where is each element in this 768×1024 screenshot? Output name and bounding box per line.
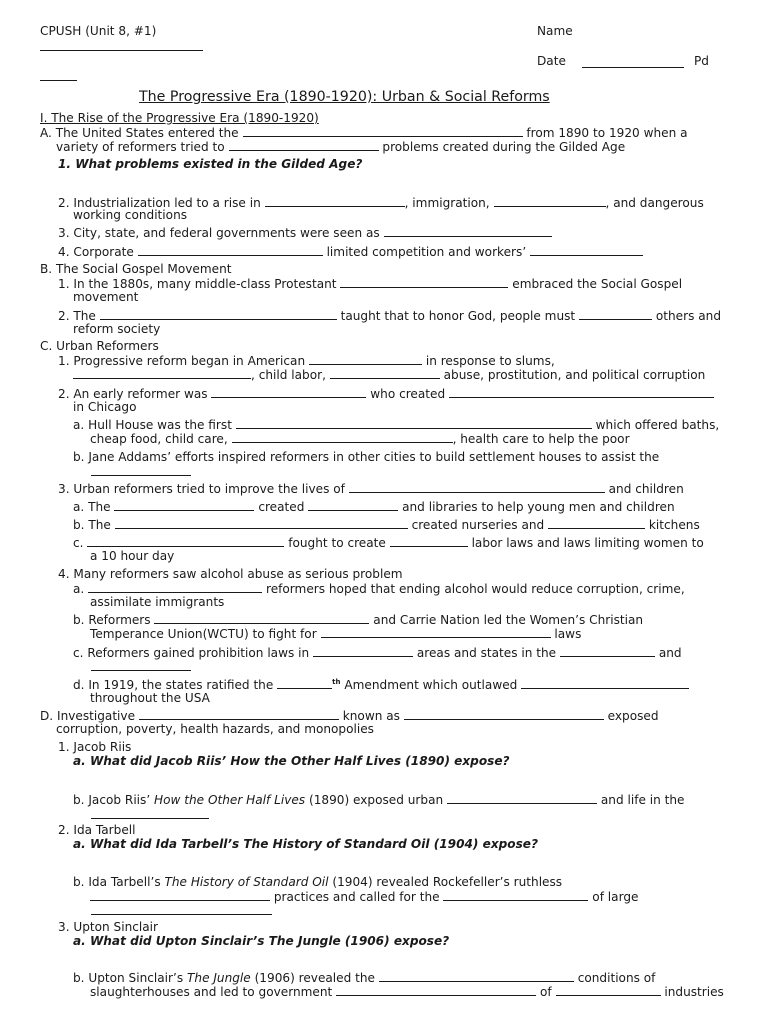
text-line: 1. Jacob Riis: [58, 740, 132, 754]
text-line: working conditions: [73, 208, 188, 222]
text-line: b. Upton Sinclair’s The Jungle (1906) revealed the conditions of: [73, 971, 656, 985]
answer-blank[interactable]: [390, 535, 468, 547]
question: a. What did Ida Tarbell’s The History of Standard Oil (1904) expose?: [73, 837, 539, 851]
answer-blank[interactable]: [90, 889, 270, 901]
section-heading: I. The Rise of the Progressive Era (1890-1920): [40, 111, 319, 125]
answer-blank[interactable]: [530, 244, 643, 256]
answer-blank[interactable]: [229, 139, 379, 151]
text-line: 3. Upton Sinclair: [58, 920, 159, 934]
text-line: practices and called for the of large: [90, 889, 638, 904]
text-line: a. Hull House was the first which offered baths,: [73, 418, 720, 432]
text-line: throughout the USA: [90, 691, 210, 705]
answer-blank[interactable]: [138, 244, 323, 256]
answer-blank[interactable]: [384, 225, 552, 237]
answer-blank[interactable]: [560, 645, 655, 657]
text-line: b. Jane Addams’ efforts inspired reformers in other cities to build settlement houses to assist the: [73, 450, 660, 464]
answer-blank[interactable]: [379, 970, 574, 982]
subsection-heading: C. Urban Reformers: [40, 339, 159, 353]
answer-blank[interactable]: [91, 670, 191, 671]
text-line: 2. Ida Tarbell: [58, 823, 136, 837]
question: 1. What problems existed in the Gilded Age?: [58, 157, 363, 171]
text-line: a. The created and libraries to help young men and children: [73, 500, 675, 514]
answer-blank[interactable]: [556, 984, 661, 996]
answer-blank[interactable]: [232, 431, 453, 443]
answer-blank[interactable]: [100, 308, 337, 320]
text-line: a. reformers hoped that ending alcohol would reduce corruption, crime,: [73, 582, 685, 596]
answer-blank[interactable]: [548, 517, 645, 529]
text-line: A. The United States entered the from 1890 to 1920 when a: [40, 126, 688, 140]
text-line: 2. Industrialization led to a rise in , immigration, , and dangerous: [58, 196, 704, 210]
answer-blank[interactable]: [91, 475, 191, 476]
text-line: movement: [73, 290, 139, 304]
course-label: CPUSH (Unit 8, #1): [40, 24, 157, 38]
answer-blank[interactable]: [521, 677, 689, 689]
answer-blank[interactable]: [154, 612, 369, 624]
answer-blank[interactable]: [313, 645, 413, 657]
period-label: Pd: [694, 54, 709, 68]
answer-blank[interactable]: [87, 535, 284, 547]
text-line: 2. The taught that to honor God, people must others and: [58, 309, 721, 323]
text-line: corruption, poverty, health hazards, and monopolies: [56, 722, 374, 736]
answer-blank[interactable]: [91, 818, 209, 819]
answer-blank[interactable]: [115, 517, 408, 529]
answer-blank[interactable]: [73, 367, 251, 379]
answer-blank[interactable]: [309, 353, 422, 365]
text-line: d. In 1919, the states ratified the $^{th}$ Amendment which outlawed: [73, 677, 689, 692]
answer-blank[interactable]: [349, 481, 605, 493]
text-line: reform society: [73, 322, 161, 336]
text-line: b. Ida Tarbell’s The History of Standard Oil (1904) revealed Rockefeller’s ruthless: [73, 875, 563, 889]
answer-blank[interactable]: [139, 708, 339, 720]
answer-blank[interactable]: [340, 276, 508, 288]
answer-blank[interactable]: [404, 708, 604, 720]
date-label: Date: [537, 54, 566, 68]
text-line: c. fought to create labor laws and laws limiting women to: [73, 536, 704, 550]
course-underline: [40, 50, 203, 51]
text-line: 2. An early reformer was who created: [58, 386, 714, 401]
answer-blank[interactable]: [243, 125, 523, 137]
name-label: Name: [537, 24, 573, 38]
answer-blank[interactable]: [211, 386, 366, 398]
answer-blank[interactable]: [91, 914, 272, 915]
text-line: 4. Many reformers saw alcohol abuse as serious problem: [58, 567, 403, 581]
answer-blank[interactable]: [114, 499, 254, 511]
question: a. What did Upton Sinclair’s The Jungle (1906) expose?: [73, 934, 450, 948]
answer-blank[interactable]: [443, 889, 588, 901]
text-line: a 10 hour day: [90, 549, 175, 563]
answer-blank[interactable]: [447, 792, 597, 804]
course-underline-short: [40, 80, 77, 81]
date-blank[interactable]: [582, 67, 684, 68]
text-line: cheap food, child care, , health care to help the poor: [90, 432, 630, 446]
subsection-heading: B. The Social Gospel Movement: [40, 262, 232, 276]
text-line: c. Reformers gained prohibition laws in areas and states in the and: [73, 646, 682, 660]
text-line: variety of reformers tried to problems created during the Gilded Age: [56, 140, 626, 154]
answer-blank[interactable]: [494, 195, 606, 207]
text-line: b. Reformers and Carrie Nation led the Women’s Christian: [73, 613, 644, 627]
question: a. What did Jacob Riis’ How the Other Half Lives (1890) expose?: [73, 754, 510, 768]
page-title: The Progressive Era (1890-1920): Urban & Social Reforms: [139, 89, 550, 105]
text-line: Temperance Union(WCTU) to fight for laws: [90, 627, 582, 641]
answer-blank[interactable]: [449, 386, 714, 398]
answer-blank[interactable]: [236, 417, 592, 429]
text-line: in Chicago: [73, 400, 137, 414]
answer-blank[interactable]: [336, 984, 536, 996]
text-line: 3. Urban reformers tried to improve the lives of and children: [58, 482, 684, 496]
text-line: 3. City, state, and federal governments were seen as: [58, 225, 552, 240]
text-line: b. Jacob Riis’ How the Other Half Lives (1890) exposed urban and life in the: [73, 793, 685, 807]
answer-blank[interactable]: [579, 308, 652, 320]
answer-blank[interactable]: [277, 677, 332, 689]
text-line: slaughterhouses and led to government of industries: [90, 985, 724, 999]
text-line: assimilate immigrants: [90, 595, 225, 609]
text-line: 1. Progressive reform began in American in response to slums,: [58, 354, 555, 368]
text-line: b. The created nurseries and kitchens: [73, 518, 700, 532]
answer-blank[interactable]: [330, 367, 440, 379]
text-line: 4. Corporate limited competition and workers’: [58, 244, 643, 259]
answer-blank[interactable]: [265, 195, 405, 207]
answer-blank[interactable]: [321, 626, 551, 638]
text-line: D. Investigative known as exposed: [40, 709, 659, 723]
answer-blank[interactable]: [88, 581, 262, 593]
answer-blank[interactable]: [308, 499, 398, 511]
text-line: 1. In the 1880s, many middle-class Protestant embraced the Social Gospel: [58, 277, 683, 291]
text-line: , child labor, abuse, prostitution, and political corruption: [73, 367, 705, 382]
